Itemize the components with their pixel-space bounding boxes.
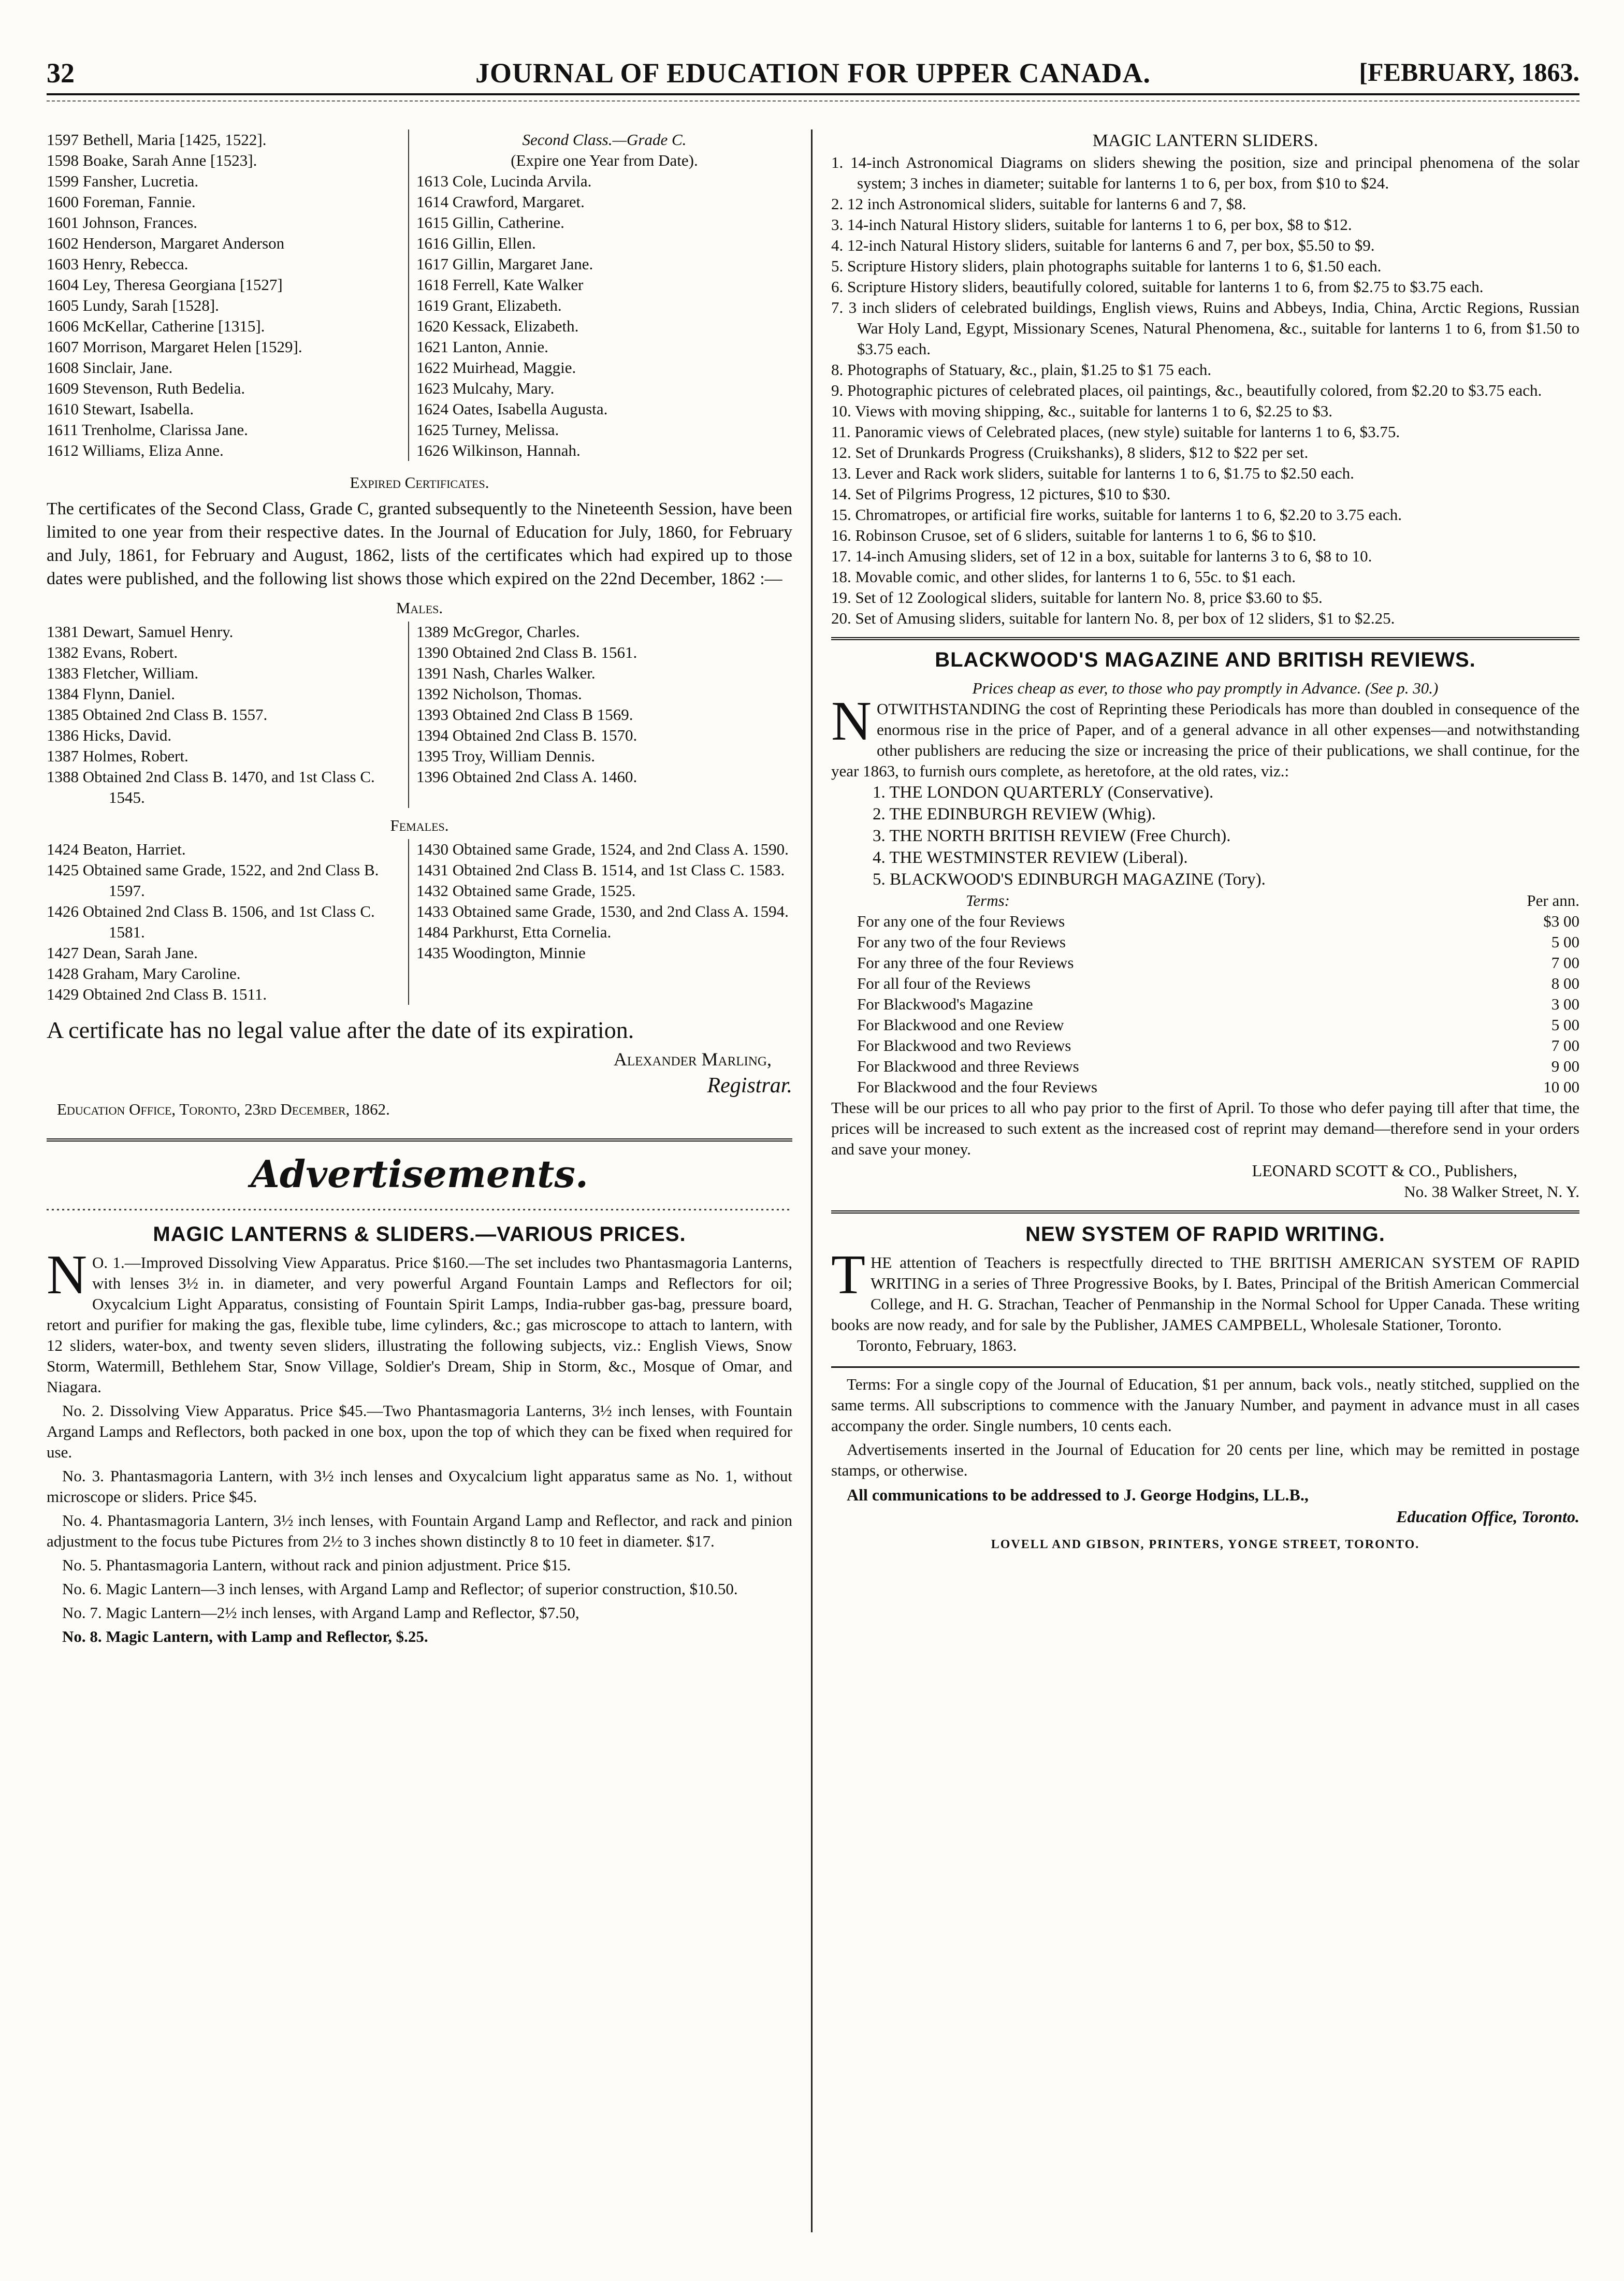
journal-title: JOURNAL OF EDUCATION FOR UPPER CANADA. (475, 57, 1151, 89)
sliders-list (831, 152, 1579, 629)
lantern-item: NO. 1.—Improved Dissolving View Apparatus. Price $160.—The set includes two Phantasmagoria Lanterns, with lenses 3½ in. in diameter, and very powerful Argand Fountain Lamps and Reflectors for oil; Oxycalcium Light Apparatus, consisting of Fountain Spirit Lamps, India-rubber gas-bag, pressure board, retort and purifier for making the gas, flexible tube, lime cylinders, &c.; gas microscope to attach to lantern, with 12 sliders, water-box, and twenty seven sliders, illustrating the following subjects, viz.: English Views, Snow Storm, Watermill, Bethlehem Star, Snow Village, Soldier's Dream, Ship in Storm, &c., Mosque of Omar, and Niagara. (47, 1244, 792, 1396)
office-address: Education Office, Toronto. (1396, 1507, 1579, 1526)
lantern-item: No. 4. Phantasmagoria Lantern, 3½ inch lenses, with Fountain Argand Lamp and Reflector, and rack and pinion adjustment to the focus tube Pictures from 2½ to 3 inches shown distinctly 8 to 10 feet in diameter. $17. (47, 1511, 792, 1550)
wavy-rule (47, 1206, 792, 1214)
price-label: For Blackwood's Magazine (857, 995, 1033, 1013)
cert-entry: 1381 Dewart, Samuel Henry. (47, 623, 234, 641)
cert-entry: 1431 Obtained 2nd Class B. 1514, and 1st Class C. 1583. (416, 861, 785, 879)
cert-entry: 1610 Stewart, Isabella. (47, 400, 194, 418)
cert-entry: 1617 Gillin, Margaret Jane. (416, 255, 593, 273)
advertising-rates: Advertisements inserted in the Journal of Education for 20 cents per line, which may be remitted in postage stamps, or otherwise. (831, 1440, 1579, 1479)
sliders-heading: MAGIC LANTERN SLIDERS. (1092, 131, 1318, 150)
cert-entry: 1384 Flynn, Daniel. (47, 685, 175, 703)
section-rule (831, 637, 1579, 640)
cert-entry: 1432 Obtained same Grade, 1525. (416, 882, 636, 900)
slider-item: 9. Photographic pictures of celebrated places, oil paintings, &c., beautifully colored, from $2.20 to $3.75 each. (831, 381, 1542, 399)
blackwood-subheading: Prices cheap as ever, to those who pay promptly in Advance. (See p. 30.) (972, 679, 1439, 697)
printer-line: LOVELL AND GIBSON, PRINTERS, YONGE STREET, TORONTO. (991, 1538, 1420, 1551)
legal-value-note: A certificate has no legal value after the date of its expiration. (47, 1017, 634, 1043)
cert-entry: 1620 Kessack, Elizabeth. (416, 317, 579, 335)
cert-entry: 1602 Henderson, Margaret Anderson (47, 234, 285, 252)
expired-heading: Expired Certificates. (350, 473, 489, 492)
advertisements-heading: Advertisements. (251, 1152, 588, 1196)
price-row (831, 973, 1579, 994)
price-value: 8 00 (1551, 974, 1579, 992)
cert-entry: 1621 Lanton, Annie. (416, 338, 548, 356)
cert-entry: 1428 Graham, Mary Caroline. (47, 964, 241, 983)
cert-entry: 1615 Gillin, Catherine. (416, 213, 564, 232)
slider-item: 7. 3 inch sliders of celebrated buildings, English views, Ruins and Abbeys, India, China, Arctic Regions, Russian War Holy Land, Egypt, Missionary Scenes, Natural Phenomena, &c., suitable for lanterns 1 to 6, from $1.50 to $3.75 each. (831, 298, 1579, 358)
cert-entry: 1391 Nash, Charles Walker. (416, 664, 596, 682)
communications-line: All communications to be addressed to J. George Hodgins, LL.B., (847, 1485, 1309, 1504)
cert-entry: 1386 Hicks, David. (47, 726, 172, 744)
rapid-writing-heading: NEW SYSTEM OF RAPID WRITING. (1025, 1223, 1385, 1246)
lantern-item: No. 2. Dissolving View Apparatus. Price $45.—Two Phantasmagoria Lanterns, 3½ inch lenses, with Fountain Argand Lamps and Reflectors, both packed in one box, upon the top of which they can be fixed when required for use. (47, 1402, 792, 1461)
cert-entry: 1598 Boake, Sarah Anne [1523]. (47, 151, 257, 169)
cert-entry: 1626 Wilkinson, Hannah. (416, 441, 581, 459)
cert-entry: 1604 Ley, Theresa Georgiana [1527] (47, 276, 283, 294)
slider-item: 14. Set of Pilgrims Progress, 12 pictures, $10 to $30. (831, 485, 1171, 503)
page-header (47, 57, 1579, 95)
column-divider (811, 129, 813, 2232)
cert-entry: 1427 Dean, Sarah Jane. (47, 944, 198, 962)
office-line: Education Office, Toronto, 23rd December, 1862. (57, 1100, 390, 1118)
terms-paragraph: Terms: For a single copy of the Journal of Education, $1 per annum, back vols., neatly stitched, supplied on the same terms. All subscriptions to commence with the January Number, and payment in advance must in all cases accompany the order. Single numbers, 10 cents each. (831, 1375, 1579, 1435)
cert-entry: 1600 Foreman, Fannie. (47, 193, 196, 211)
slider-item: 4. 12-inch Natural History sliders, suitable for lanterns 6 and 7, per box, $5.50 to $9. (831, 236, 1375, 254)
cert-entry: 1395 Troy, William Dennis. (416, 747, 595, 765)
cert-entry: 1622 Muirhead, Maggie. (416, 358, 576, 377)
cert-entry: 1599 Fansher, Lucretia. (47, 172, 199, 190)
cert-entry: 1484 Parkhurst, Etta Cornelia. (416, 923, 612, 941)
cert-entry: 1597 Bethell, Maria [1425, 1522]. (47, 131, 267, 149)
cert-entry: 1430 Obtained same Grade, 1524, and 2nd Class A. 1590. (416, 840, 789, 858)
price-table-header (831, 890, 1579, 911)
slider-item: 6. Scripture History sliders, beautifully colored, suitable for lanterns 1 to 6, from $2.75 to $3.75 each. (831, 278, 1484, 296)
females-list-a (47, 839, 409, 1005)
cert-entry: 1390 Obtained 2nd Class B. 1561. (416, 643, 637, 661)
males-list-b (409, 622, 792, 808)
cert-entry: 1607 Morrison, Margaret Helen [1529]. (47, 338, 302, 356)
review-item: 5. BLACKWOOD'S EDINBURGH MAGAZINE (Tory). (873, 870, 1266, 889)
certificate-list-a (47, 129, 409, 461)
cert-entry: 1619 Grant, Elizabeth. (416, 296, 562, 314)
journal-page (47, 57, 1579, 2253)
cert-entry: 1394 Obtained 2nd Class B. 1570. (416, 726, 637, 744)
price-label: For any two of the four Reviews (857, 933, 1066, 951)
cert-entry: 1433 Obtained same Grade, 1530, and 2nd Class A. 1594. (416, 902, 789, 920)
females-lists (47, 839, 792, 1005)
lantern-item: No. 3. Phantasmagoria Lantern, with 3½ inch lenses and Oxycalcium light apparatus same as No. 1, without microscope or sliders. Price $45. (47, 1467, 792, 1506)
header-rule (47, 100, 1579, 102)
review-item: 4. THE WESTMINSTER REVIEW (Liberal). (873, 848, 1188, 867)
price-label: For Blackwood and two Reviews (857, 1036, 1071, 1055)
blackwood-heading: BLACKWOOD'S MAGAZINE AND BRITISH REVIEWS. (935, 648, 1476, 671)
terms-label: Terms: (966, 891, 1010, 909)
lantern-item: No. 8. Magic Lantern, with Lamp and Reflector, $.25. (62, 1627, 428, 1645)
price-label: For all four of the Reviews (857, 974, 1031, 992)
cert-entry: 1612 Williams, Eliza Anne. (47, 441, 224, 459)
slider-item: 12. Set of Drunkards Progress (Cruikshanks), 8 sliders, $12 to $22 per set. (831, 443, 1309, 461)
slider-item: 2. 12 inch Astronomical sliders, suitable for lanterns 6 and 7, $8. (831, 195, 1246, 213)
lantern-item: No. 7. Magic Lantern—2½ inch lenses, with Argand Lamp and Reflector, $7.50, (62, 1604, 579, 1622)
rapid-writing-dateline: Toronto, February, 1863. (857, 1336, 1017, 1354)
slider-item: 13. Lever and Rack work sliders, suitable for lanterns 1 to 6, $1.75 to $2.50 each. (831, 464, 1354, 482)
price-row (831, 932, 1579, 952)
price-value: 10 00 (1543, 1078, 1579, 1096)
cert-entry: 1383 Fletcher, William. (47, 664, 199, 682)
slider-item: 11. Panoramic views of Celebrated places, (new style) suitable for lanterns 1 to 6, $3.75. (831, 423, 1400, 441)
cert-entry: 1616 Gillin, Ellen. (416, 234, 536, 252)
expired-paragraph: The certificates of the Second Class, Grade C, granted subsequently to the Nineteenth Session, have been limited to one year from their respective dates. In the Journal of Education for July, 1860, for February and July, 1861, for February and August, 1862, lists of the certificates which had expired up to those dates were published, and the following list shows those which expired on the 22nd December, 1862 :— (47, 499, 792, 588)
cert-entry: 1388 Obtained 2nd Class B. 1470, and 1st Class C. 1545. (47, 768, 375, 806)
males-lists (47, 622, 792, 808)
slider-item: 3. 14-inch Natural History sliders, suitable for lanterns 1 to 6, per box, $8 to $12. (831, 215, 1352, 234)
registrar-title: Registrar. (707, 1074, 792, 1098)
review-item: 2. THE EDINBURGH REVIEW (Whig). (873, 805, 1156, 824)
price-value: 5 00 (1551, 1016, 1579, 1034)
cert-entry: 1425 Obtained same Grade, 1522, and 2nd Class B. 1597. (47, 861, 379, 900)
slider-item: 20. Set of Amusing sliders, suitable for lantern No. 8, per box of 12 sliders, $1 to $2.25. (831, 609, 1395, 627)
cert-entry: 1608 Sinclair, Jane. (47, 358, 173, 377)
blackwood-paragraph: NOTWITHSTANDING the cost of Reprinting these Periodicals has more than doubled in consequence of the enormous rise in the price of Paper, and of a general advance in all other expenses—and notwithstanding other publishers are reducing the size or increasing the price of their publications, we shall continue, for the year 1863, to furnish ours complete, as heretofore, at the old rates, viz.: (831, 690, 1579, 780)
price-label: For Blackwood and three Reviews (857, 1057, 1079, 1075)
slider-item: 19. Set of 12 Zoological sliders, suitable for lantern No. 8, price $3.60 to $5. (831, 588, 1323, 607)
slider-item: 18. Movable comic, and other slides, for lanterns 1 to 6, 55c. to $1 each. (831, 568, 1296, 586)
cert-entry: 1426 Obtained 2nd Class B. 1506, and 1st Class C. 1581. (47, 902, 375, 941)
cert-entry: 1611 Trenholme, Clarissa Jane. (47, 421, 248, 439)
grade-heading: Second Class.—Grade C. (522, 131, 687, 149)
cert-entry: 1435 Woodington, Minnie (416, 944, 586, 962)
slider-item: 16. Robinson Crusoe, set of 6 sliders, suitable for lanterns 1 to 6, $6 to $10. (831, 526, 1316, 544)
cert-entry: 1393 Obtained 2nd Class B 1569. (416, 705, 633, 724)
price-row (831, 1035, 1579, 1056)
cert-entry: 1614 Crawford, Margaret. (416, 193, 585, 211)
price-row (831, 1015, 1579, 1035)
cert-entry: 1623 Mulcahy, Mary. (416, 379, 555, 397)
price-row (831, 1077, 1579, 1098)
price-row (831, 1056, 1579, 1077)
cert-entry: 1429 Obtained 2nd Class B. 1511. (47, 985, 267, 1003)
cert-entry: 1625 Turney, Melissa. (416, 421, 559, 439)
review-item: 3. THE NORTH BRITISH REVIEW (Free Church). (873, 827, 1231, 845)
cert-entry: 1605 Lundy, Sarah [1528]. (47, 296, 219, 314)
females-heading: Females. (390, 816, 449, 834)
publisher-name: LEONARD SCOTT & CO., Publishers, (1252, 1161, 1517, 1180)
cert-entry: 1382 Evans, Robert. (47, 643, 178, 661)
issue-date: [FEBRUARY, 1863. (1359, 57, 1579, 86)
cert-entry: 1601 Johnson, Frances. (47, 213, 198, 232)
cert-entry: 1609 Stevenson, Ruth Bedelia. (47, 379, 245, 397)
cert-entry: 1618 Ferrell, Kate Walker (416, 276, 584, 294)
price-label: For any one of the four Reviews (857, 912, 1065, 930)
right-column (831, 129, 1579, 1552)
price-row (831, 994, 1579, 1015)
price-value: 5 00 (1551, 933, 1579, 951)
cert-entry: 1613 Cole, Lucinda Arvila. (416, 172, 592, 190)
price-table (831, 890, 1579, 1098)
left-column (47, 129, 792, 1647)
males-list-a (47, 622, 409, 808)
price-row (831, 952, 1579, 973)
females-list-b (409, 839, 792, 1005)
reviews-list (831, 782, 1579, 890)
cert-entry: 1385 Obtained 2nd Class B. 1557. (47, 705, 268, 724)
price-label: For Blackwood and one Review (857, 1016, 1064, 1034)
rapid-writing-paragraph: THE attention of Teachers is respectfully directed to THE BRITISH AMERICAN SYSTEM OF RAPID WRITING in a series of Three Progressive Books, by I. Bates, Principal of the British American Commercial College, and H. G. Strachan, Teacher of Penmanship in the Normal School for Upper Canada. These writing books are now ready, and for sale by the Publisher, JAMES CAMPBELL, Wholesale Stationer, Toronto. (831, 1244, 1579, 1334)
registrar-name: Alexander Marling, (613, 1049, 772, 1070)
grade-note: (Expire one Year from Date). (511, 151, 698, 169)
review-item: 1. THE LONDON QUARTERLY (Conservative). (873, 783, 1214, 802)
slider-item: 10. Views with moving shipping, &c., suitable for lanterns 1 to 6, $2.25 to $3. (831, 402, 1332, 420)
cert-entry: 1396 Obtained 2nd Class A. 1460. (416, 768, 637, 786)
slider-item: 1. 14-inch Astronomical Diagrams on sliders shewing the position, size and principal phenomena of the solar system; 3 inches in diameter; suitable for lanterns 1 to 6, per box, from $10 to $24. (831, 153, 1579, 192)
cert-entry: 1424 Beaton, Harriet. (47, 840, 186, 858)
cert-entry: 1392 Nicholson, Thomas. (416, 685, 582, 703)
price-value: 7 00 (1551, 1036, 1579, 1055)
cert-entry: 1624 Oates, Isabella Augusta. (416, 400, 608, 418)
males-heading: Males. (396, 599, 443, 617)
slider-item: 5. Scripture History sliders, plain photographs suitable for lanterns 1 to 6, $1.50 each. (831, 257, 1382, 275)
section-rule (831, 1210, 1579, 1214)
section-rule (47, 1138, 792, 1142)
lantern-item: No. 5. Phantasmagoria Lantern, without rack and pinion adjustment. Price $15. (62, 1556, 571, 1574)
certificate-lists (47, 129, 792, 461)
lantern-item: No. 6. Magic Lantern—3 inch lenses, with Argand Lamp and Reflector; of superior construction, $10.50. (62, 1580, 738, 1598)
price-value: 9 00 (1551, 1057, 1579, 1075)
cert-entry: 1387 Holmes, Robert. (47, 747, 189, 765)
price-value: 3 00 (1551, 995, 1579, 1013)
price-label: For Blackwood and the four Reviews (857, 1078, 1098, 1096)
cert-entry: 1389 McGregor, Charles. (416, 623, 580, 641)
lanterns-heading: MAGIC LANTERNS & SLIDERS.—VARIOUS PRICES. (153, 1223, 686, 1246)
per-annum-label: Per ann. (1527, 891, 1579, 909)
price-value: 7 00 (1551, 954, 1579, 972)
certificate-list-b (409, 129, 792, 461)
slider-item: 8. Photographs of Statuary, &c., plain, $1.25 to $1 75 each. (831, 360, 1212, 379)
price-value: $3 00 (1543, 912, 1579, 930)
cert-entry: 1603 Henry, Rebecca. (47, 255, 189, 273)
cert-entry: 1606 McKellar, Catherine [1315]. (47, 317, 265, 335)
publisher-address: No. 38 Walker Street, N. Y. (1404, 1182, 1579, 1201)
slider-item: 17. 14-inch Amusing sliders, set of 12 in a box, suitable for lanterns 3 to 6, $8 to 10. (831, 547, 1372, 565)
price-label: For any three of the four Reviews (857, 954, 1074, 972)
page-number: 32 (47, 57, 75, 89)
blackwood-closing: These will be our prices to all who pay prior to the first of April. To those who defer paying till after that time, the prices will be increased to such extent as the increased cost of reprint may demand—therefore send in your orders and save your money. (831, 1099, 1579, 1158)
slider-item: 15. Chromatropes, or artificial fire works, suitable for lanterns 1 to 6, $2.20 to 3.75 each. (831, 506, 1402, 524)
price-row (831, 911, 1579, 932)
section-rule (831, 1366, 1579, 1368)
